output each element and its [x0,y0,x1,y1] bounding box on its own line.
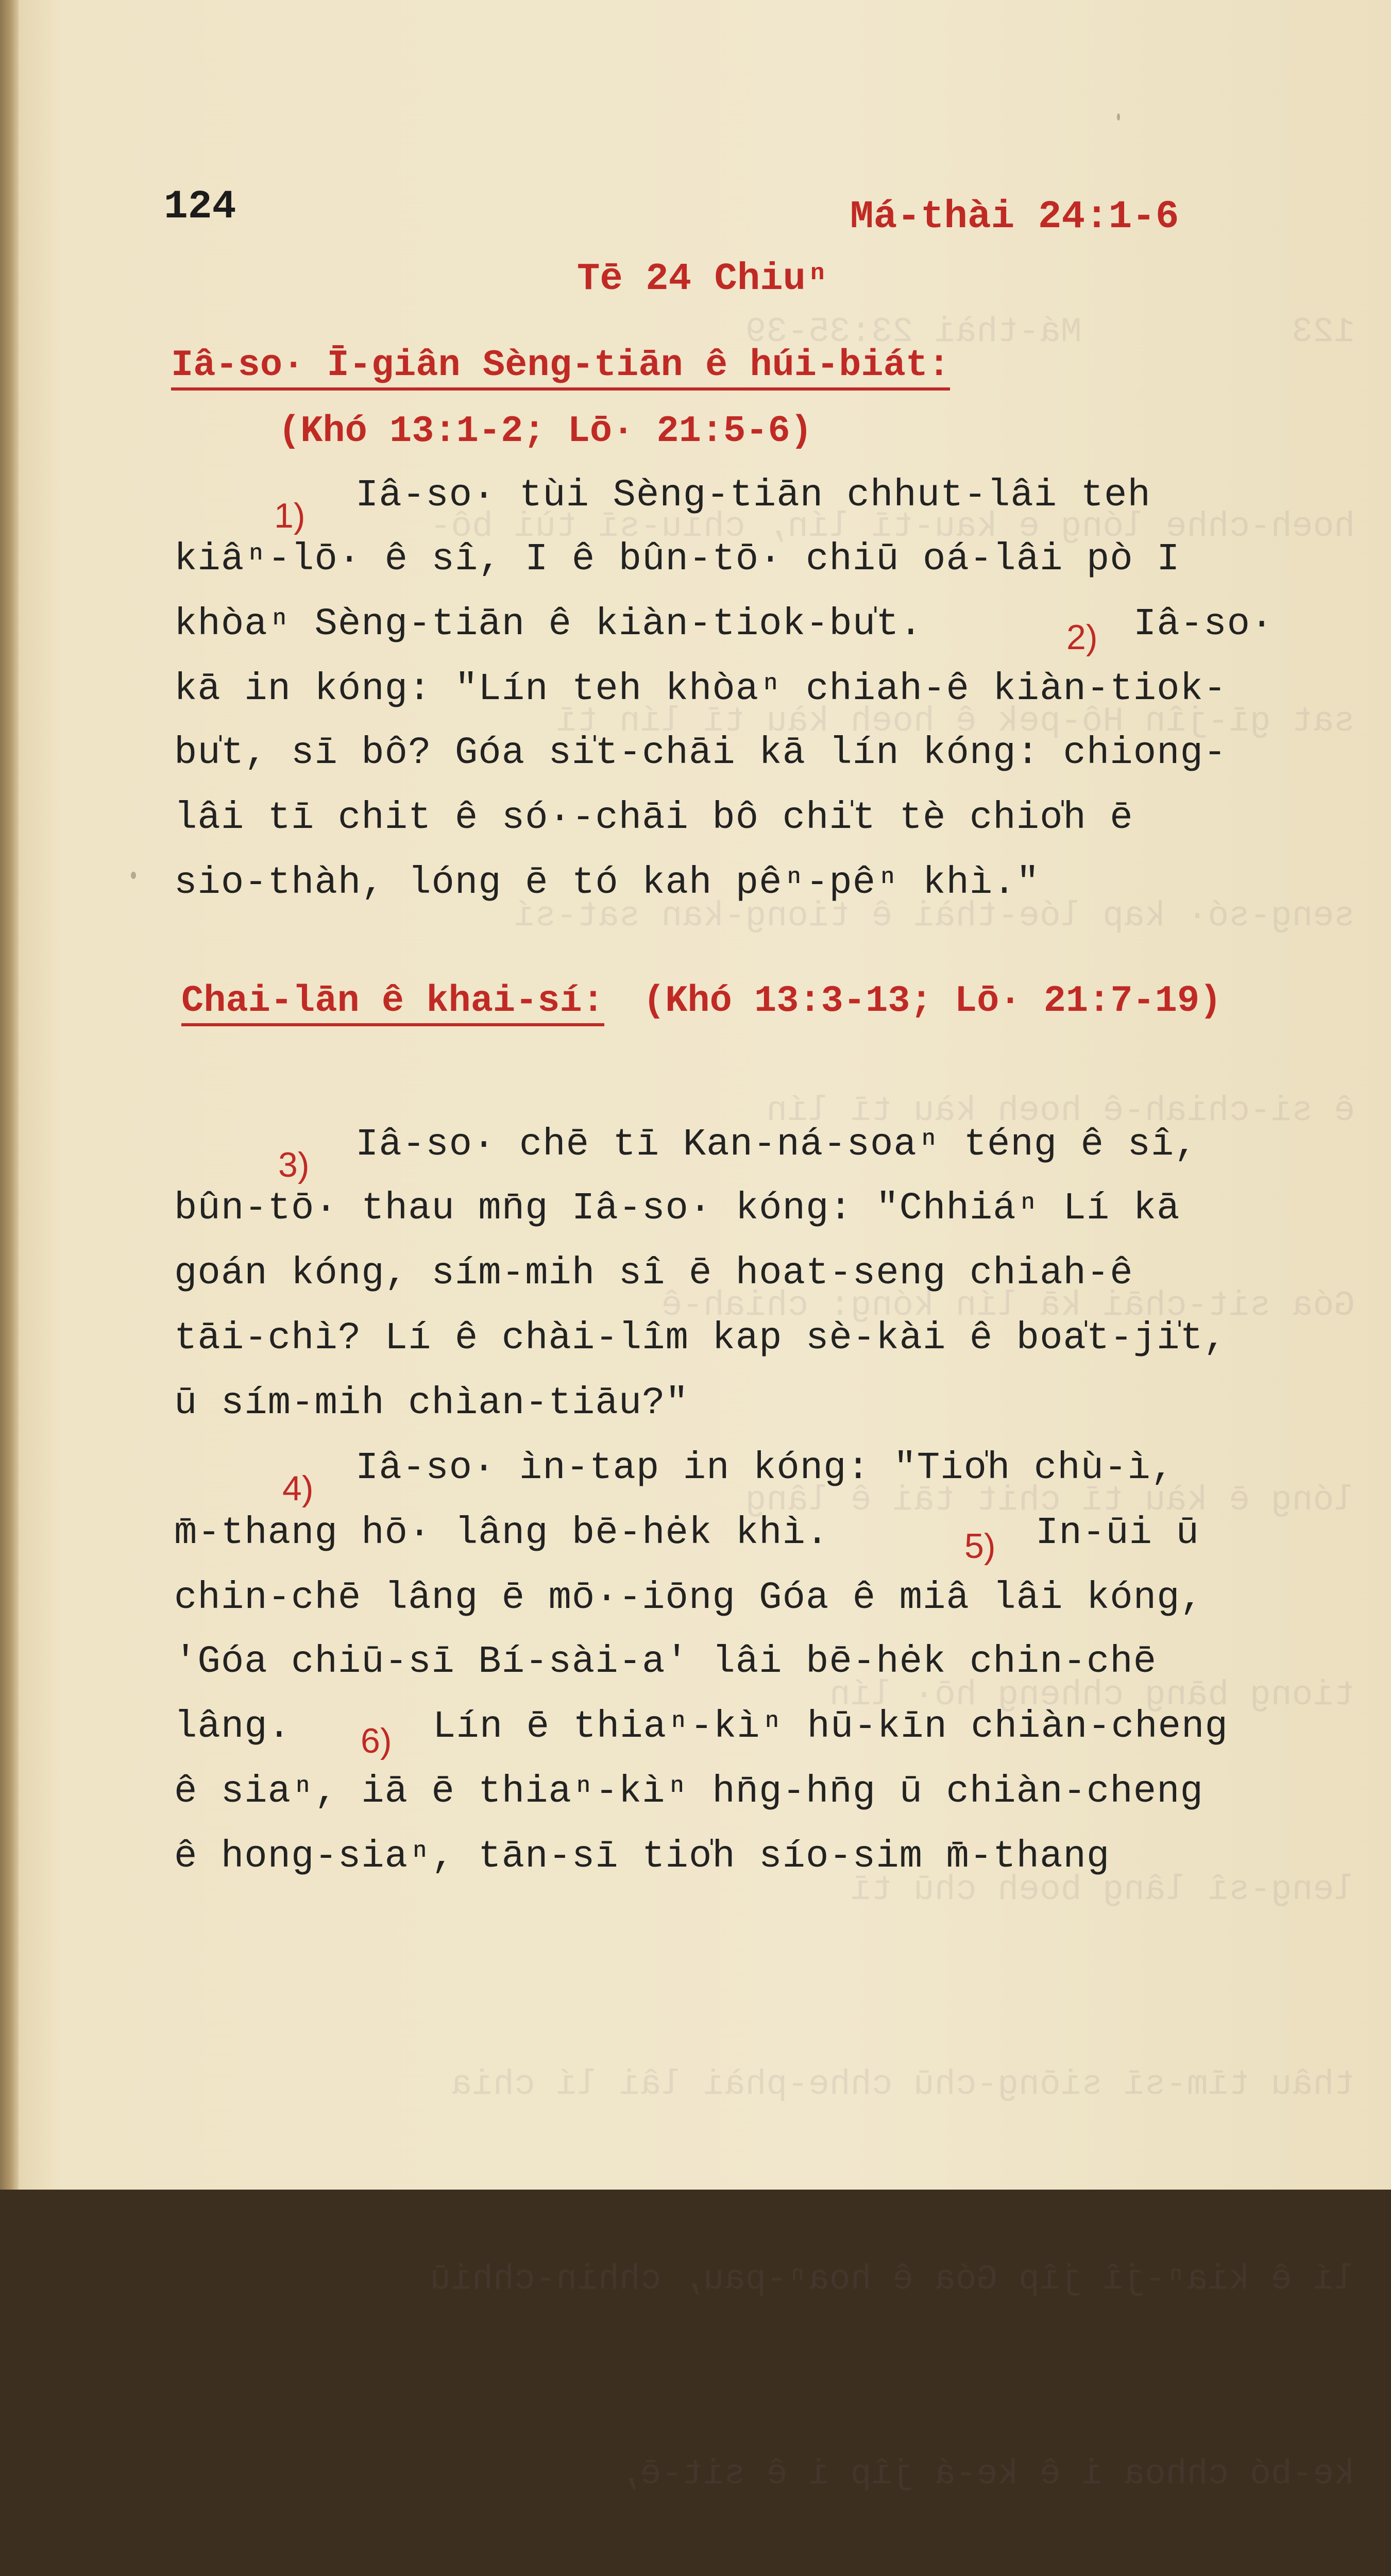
text-line: ū sím-mih chìan-tiāu?" [174,1382,689,1425]
text-line: m̄-thang hō· lâng bē-hėk khì. [174,1512,829,1555]
text-line: 'Góa chiū-sī Bí-sài-a' lâi bē-hėk chin-chē [174,1640,1157,1684]
text-line: bu̍t, sī bô? Góa si̍t-chāi kā lín kóng: chiong- [174,732,1227,775]
chapter-heading: Tē 24 Chiuⁿ [577,258,829,301]
text-line: sio-thàh, lóng ē tó kah pêⁿ-pêⁿ khì." [174,861,1040,905]
bleed-line: 123 Má-thài 23:35-39 [745,312,1355,352]
bleed-line: leng-sî lâng boeh chū tī [850,1870,1355,1910]
verse-number-3: 3) [278,1145,310,1184]
text-line: bûn-tō· thau mn̄g Iâ-so· kóng: "Chhiáⁿ Lí kā [174,1187,1180,1230]
verse-number-4: 4) [282,1469,314,1508]
text-line: Iâ-so· tùi Sèng-tiān chhut-lâi teh [355,474,1151,517]
bleed-line: seng-só· kap lóe-thài ê tiong-kan sat-sí [514,896,1355,936]
verse-number-1: 1) [274,496,306,535]
bleed-line: hoeh-chhe lóng e kau-tī lín, chiu-sī tùi bô- [430,507,1355,547]
verse-number-6: 6) [361,1721,392,1760]
text-line: Iâ-so· [1133,603,1274,646]
running-reference: Má-thài 24:1-6 [850,195,1179,239]
text-line: kiâⁿ-lō· ê sî, I ê bûn-tō· chiū oá-lâi pò I [174,538,1180,581]
bleed-line: lí ê kiaⁿ-jî jîp Góa ê hoaⁿ-pau, chhin-chhiū [430,2260,1355,2299]
section-reference-1: (Khó 13:1-2; Lō· 21:5-6) [278,410,812,452]
text-line: kā in kóng: "Lín teh khòaⁿ chiah-ê kiàn-tiok- [174,668,1227,711]
paper-speck [131,872,136,879]
verse-number-2: 2) [1066,618,1098,657]
text-line: ê siaⁿ, iā ē thiaⁿ-kìⁿ hn̄g-hn̄g ū chiàn-cheng [174,1770,1203,1814]
bleed-line: sat gī-jîn Hô-pek ê hoeh kàu tī lín tī [556,702,1355,741]
bleed-through-text [170,170,1355,2576]
page-number: 124 [164,184,236,230]
section-reference-2: (Khó 13:3-13; Lō· 21:7-19) [643,980,1222,1022]
paper-speck [1117,113,1120,121]
text-line: goán kóng, sím-mih sî ē hoat-seng chiah-ê [174,1252,1133,1295]
bleed-line: ke-bó chhoa i ê ke-á jîp i ê sit-ē, [619,2454,1355,2494]
bleed-line: tiong bāng chheng hō· lín [829,1675,1355,1715]
text-line: Iâ-so· chē tī Kan-ná-soaⁿ téng ê sî, [355,1123,1198,1166]
bleed-line: Góa sit-chāi kā lín kóng: chiah-ê [661,1286,1355,1326]
text-line: chin-chē lâng ē mō·-iōng Góa ê miâ lâi kóng, [174,1577,1203,1620]
text-line: In-ūi ū [1036,1512,1199,1555]
text-line: Iâ-so· ìn-tap in kóng: "Tio̍h chù-ì, [355,1447,1175,1490]
section-title-2: Chai-lān ê khai-sí: [181,980,604,1026]
bleed-line: lóng ē kàu tī chit tāi ê lâng [745,1481,1355,1520]
section-title-1: Iâ-so· Ī-giân Sèng-tiān ê húi-biát: [171,344,950,391]
text-line: Lín ē thiaⁿ-kìⁿ hū-kīn chiàn-cheng [433,1705,1228,1749]
verse-number-5: 5) [964,1527,996,1566]
bleed-line: ê si-chiah-ê hoeh kàu tī lín [766,1091,1355,1131]
text-line: khòaⁿ Sèng-tiān ê kiàn-tiok-bu̍t. [174,603,923,646]
text-line: lâi tī chit ê só·-chāi bô chi̍t tè chio̍h ē [174,796,1133,840]
text-line: tāi-chì? Lí ê chài-lîm kap sè-kài ê boa̍t-ji̍t, [174,1317,1227,1360]
bleed-line: thâu tīm-sī siōng-chū chhe-phài lâi lí chia [451,2065,1355,2105]
text-line: ê hong-siaⁿ, tān-sī tio̍h sío-sim m̄-thang [174,1835,1110,1878]
page-spine-edge [0,0,19,2190]
text-line: lâng. [174,1705,292,1749]
